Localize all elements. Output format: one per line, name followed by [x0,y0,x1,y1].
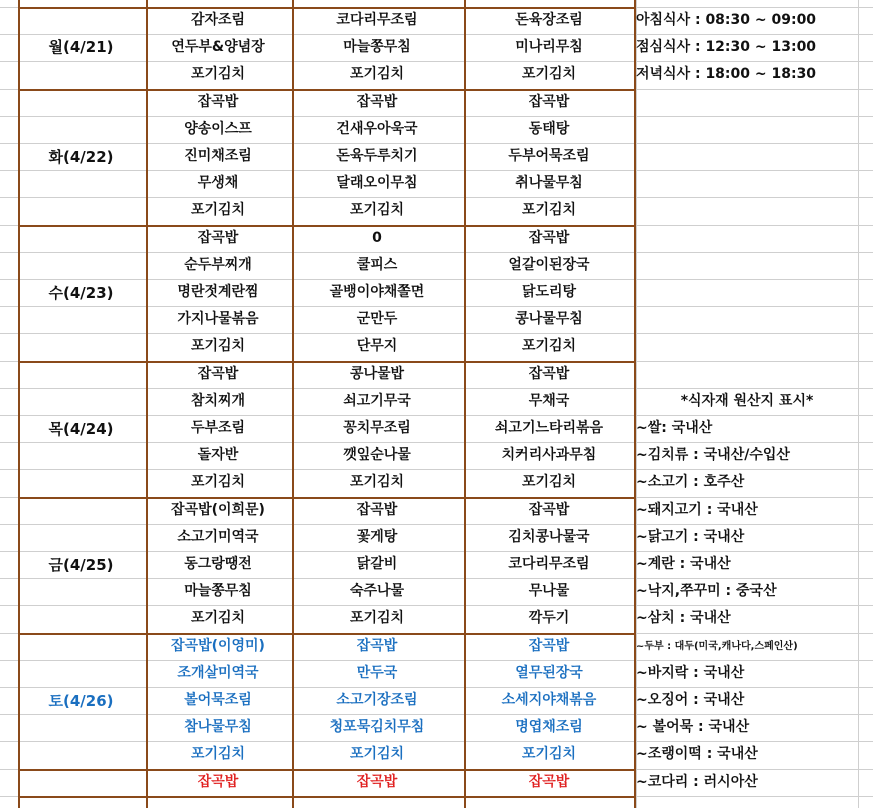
day-label: 화(4/22) [48,147,114,166]
menu-cell: 참나물무침 [184,719,252,736]
menu-cell: 쇠고기느타리볶음 [494,420,604,436]
menu-cell: 쇠고기무국 [343,392,411,409]
menu-cell: 취나물무침 [515,175,583,192]
menu-cell: 만두국 [356,664,398,681]
day-block-border [18,361,636,363]
menu-cell: 무생채 [197,175,239,192]
day-label: 수(4/23) [48,283,114,302]
menu-cell: 잡곡밥 [528,229,570,246]
origin-item: ~쌀: 국내산 [636,420,713,436]
menu-cell: 포기김치 [190,746,246,763]
menu-cell: 감자조림 [190,12,246,28]
origin-item: ~돼지고기 : 국내산 [636,501,758,518]
origin-item: ~소고기 : 호주산 [636,474,745,491]
menu-cell: 0 [372,229,382,246]
menu-cell: 조개살미역국 [177,664,259,681]
menu-cell: 잡곡밥(이희문) [171,501,265,518]
origin-item: ~낙지,쭈꾸미 : 중국산 [636,583,777,600]
menu-cell: 잡곡밥 [528,501,570,518]
day-block-border [18,89,636,91]
menu-cell: 동태탕 [528,120,570,137]
menu-cell: 포기김치 [349,474,405,491]
menu-cell: 소고기장조림 [336,692,418,708]
menu-cell: 포기김치 [521,746,577,763]
menu-cell: 마늘쫑무침 [343,39,411,56]
menu-cell: 무나물 [528,583,570,600]
menu-cell: 순두부찌개 [184,256,252,273]
menu-cell: 포기김치 [349,202,405,219]
day-label: 월(4/21) [48,38,114,56]
menu-cell: 깻잎순나물 [343,447,411,464]
menu-cell: 진미채조림 [184,148,252,164]
day-block-border [18,225,636,227]
menu-cell: 포기김치 [190,610,246,627]
menu-cell: 포기김치 [521,66,577,83]
menu-cell: 닭갈비 [356,556,398,572]
menu-cell: 볼어묵조림 [184,692,252,708]
origin-item: ~김치류 : 국내산/수입산 [636,447,790,464]
origin-item: ~조랭이떡 : 국내산 [636,746,758,763]
menu-cell: 잡곡밥 [197,93,239,110]
menu-cell: 포기김치 [190,474,246,491]
origin-item: ~계란 : 국내산 [636,556,731,572]
menu-cell: 돌자반 [197,447,239,464]
origin-item: ~ 볼어묵 : 국내산 [636,719,750,736]
menu-cell: 포기김치 [349,66,405,83]
menu-cell: 청포묵김치무침 [329,719,425,736]
menu-cell: 포기김치 [190,202,246,219]
origin-item: ~두부 : 대두(미국,캐나다,스페인산) [636,640,798,652]
menu-cell: 김치콩나물국 [508,528,590,545]
menu-cell: 골뱅이야채쫄면 [329,284,425,300]
menu-cell: 잡곡밥 [356,637,398,654]
menu-cell: 잡곡밥 [528,365,570,382]
menu-cell: 숙주나물 [349,583,405,600]
menu-cell: 포기김치 [521,202,577,219]
meal-time: 저녁식사 : 18:00 ~ 18:30 [636,66,817,83]
menu-cell: 참치찌개 [190,392,246,409]
column-border [292,0,294,808]
origin-item: ~오징어 : 국내산 [636,692,745,708]
origin-item: ~삼치 : 국내산 [636,610,731,627]
origin-title: *식자재 원산지 표시* [680,392,814,409]
column-border [464,0,466,808]
day-label: 목(4/24) [48,419,114,438]
menu-cell: 코다리무조림 [336,12,418,28]
menu-cell: 잡곡밥 [356,501,398,518]
menu-cell: 양송이스프 [184,120,252,137]
menu-cell: 콩나물밥 [349,365,405,382]
menu-cell: 연두부&양념장 [171,39,265,56]
menu-cell: 잡곡밥 [528,773,570,790]
menu-cell: 단무지 [356,338,398,355]
menu-cell: 포기김치 [190,66,246,83]
menu-cell: 포기김치 [521,338,577,355]
menu-cell: 두부어묵조림 [508,148,590,164]
day-label: 토(4/26) [48,691,114,710]
menu-cell: 꽁치무조림 [343,420,411,436]
origin-item: ~닭고기 : 국내산 [636,528,745,545]
menu-cell: 잡곡밥 [528,637,570,654]
menu-cell: 달래오이무침 [336,175,418,192]
menu-cell: 깍두기 [528,610,570,627]
menu-cell: 두부조림 [190,420,246,436]
menu-cell: 열무된장국 [515,664,583,681]
menu-cell: 잡곡밥 [356,773,398,790]
day-block-border [18,633,636,635]
origin-item: ~코다리 : 러시아산 [636,773,758,790]
menu-cell: 포기김치 [349,746,405,763]
menu-cell: 코다리무조림 [508,556,590,572]
menu-cell: 명엽채조림 [515,719,583,736]
day-label: 금(4/25) [48,555,114,574]
origin-item: ~바지락 : 국내산 [636,664,745,681]
menu-cell: 명란젓계란찜 [177,284,259,300]
menu-cell: 포기김치 [521,474,577,491]
menu-cell: 돈육두루치기 [336,148,418,164]
column-border [146,0,148,808]
meal-time: 아침식사 : 08:30 ~ 09:00 [636,12,817,28]
menu-cell: 잡곡밥(이영미) [171,637,265,654]
menu-cell: 군만두 [356,311,398,328]
menu-cell: 얼갈이된장국 [508,256,590,273]
day-block-border [18,796,636,798]
day-block-border [18,497,636,499]
menu-cell: 동그랑땡전 [184,556,252,572]
menu-cell: 가지나물볶음 [177,311,259,328]
meal-time: 점심식사 : 12:30 ~ 13:00 [636,39,817,56]
menu-cell: 잡곡밥 [356,93,398,110]
day-label [18,769,144,808]
menu-cell: 콩나물무침 [515,311,583,328]
menu-cell: 무채국 [528,392,570,409]
menu-cell: 잡곡밥 [528,93,570,110]
menu-cell: 쿨피스 [356,256,398,273]
menu-cell: 포기김치 [190,338,246,355]
menu-cell: 소세지야채볶음 [501,692,597,708]
menu-cell: 마늘쫑무침 [184,583,252,600]
menu-cell: 포기김치 [349,610,405,627]
menu-cell: 잡곡밥 [197,773,239,790]
menu-cell: 치커리사과무침 [501,447,597,464]
menu-cell: 건새우아욱국 [336,120,418,137]
menu-cell: 잡곡밥 [197,229,239,246]
grid-column-line [858,0,859,808]
menu-cell: 닭도리탕 [521,284,577,300]
day-block-border [18,769,636,771]
menu-cell: 미나리무침 [515,39,583,56]
menu-cell: 꽃게탕 [356,528,398,545]
menu-cell: 소고기미역국 [177,528,259,545]
menu-cell: 돈육장조림 [515,12,583,28]
column-border [18,0,20,808]
menu-cell: 잡곡밥 [197,365,239,382]
day-block-border [18,7,636,9]
